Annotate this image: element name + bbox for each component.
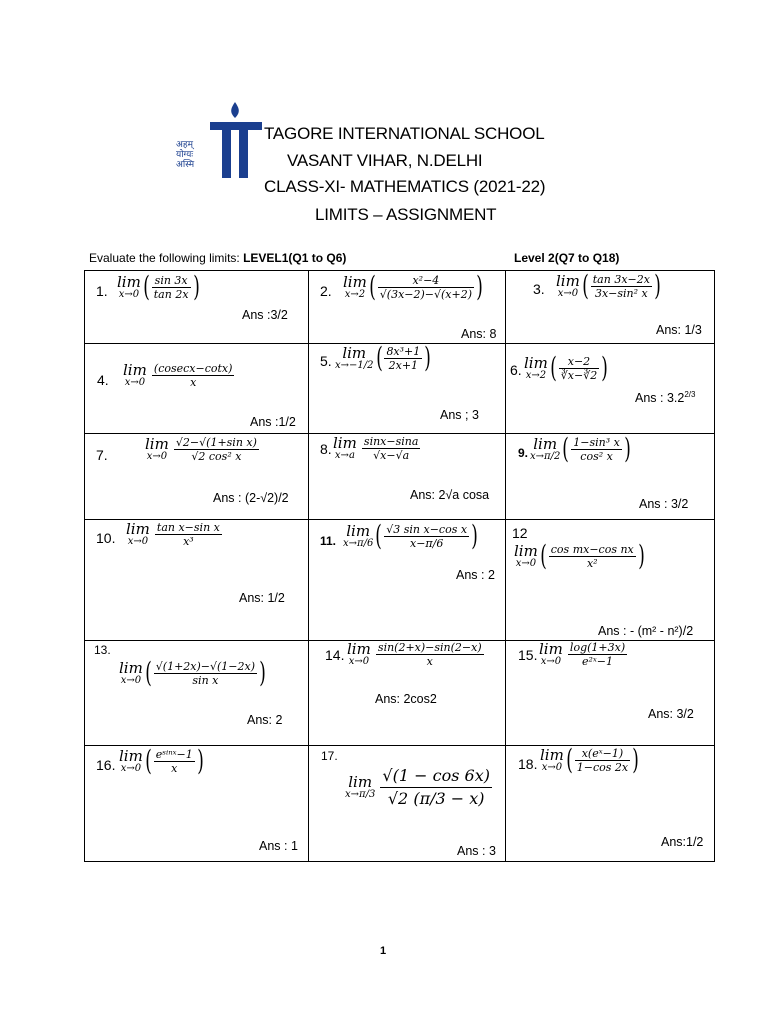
- question-number: 10.: [96, 530, 116, 546]
- question-cell: [506, 520, 715, 641]
- question-cell: [506, 743, 715, 862]
- limit-expression: lim x→0 ( $\frac{\text{x(eˣ−1)}}{1-\cos 2x}$ ): [540, 743, 639, 776]
- question-cell: [506, 434, 715, 520]
- question-cell: [309, 746, 506, 862]
- page-number: 1: [380, 945, 387, 957]
- logo-motto-line: अहम्: [176, 140, 194, 150]
- question-number: 16.: [96, 757, 116, 773]
- question-cell: [506, 344, 715, 434]
- level2-label: Level 2(Q7 to Q18): [514, 251, 620, 265]
- answer: Ans : (2-√2)/2: [213, 491, 289, 505]
- answer: Ans: 2cos2: [375, 692, 437, 706]
- answer: Ans:1/2: [661, 835, 704, 849]
- limit-expression: lim x→π/6 ( $\frac{\text{√3 sin x−cos x}}{x-\pi/6}$ ): [343, 519, 478, 552]
- answer: Ans: 2√a cosa: [410, 488, 490, 502]
- class-title: CLASS-XI- MATHEMATICS (2021-22): [264, 177, 546, 196]
- answer: Ans ; 3: [440, 408, 479, 422]
- limit-expression: lim x→0 ( $\frac{\text{cos mx−cos nx}}{\text{x²}}$ ): [514, 539, 645, 572]
- question-number: 14.: [325, 647, 345, 663]
- question-cell: [309, 520, 506, 641]
- question-number: 5.: [320, 353, 332, 369]
- answer: Ans : - (m² - n²)/2: [598, 624, 694, 638]
- question-cell: [85, 434, 309, 520]
- question-number: 11.: [320, 534, 337, 548]
- limit-expression: lim x→2 ( $\frac{x-2}{∛x-∛2}$ ): [524, 351, 608, 384]
- question-number: 7.: [96, 447, 108, 463]
- limit-expression: lim x→0 ( $\frac{√(1+2x)-√(1-2x)}{\text{sin x}}$ ): [119, 656, 266, 689]
- question-cell: [506, 641, 715, 746]
- limit-expression: lim x→a $\frac{\sin x-\sin a}{√x-√a}$: [333, 434, 419, 462]
- limit-expression: lim x→0 $\frac{\text{tan x−sin x}}{\text{x³}}$: [126, 520, 220, 548]
- limit-expression: lim x→0 ( $\frac{\tan 3x-2x}{\text{3x−sin² x}}$ ): [556, 269, 661, 302]
- question-number: 17.: [321, 749, 338, 763]
- limit-expression: lim x→0 $\frac{\log(1+3x)}{\text{e²ˣ−1}}$: [539, 640, 626, 668]
- instructions: [89, 251, 346, 265]
- question-number: 3.: [533, 281, 545, 297]
- question-number: 12: [512, 525, 528, 541]
- question-number: 1.: [96, 283, 108, 299]
- question-number: 15.: [518, 647, 538, 663]
- answer: Ans: 3/2: [648, 707, 694, 721]
- assignment-title: LIMITS – ASSIGNMENT: [315, 205, 497, 224]
- answer: Ans: 2: [247, 713, 283, 727]
- question-cell: [506, 271, 715, 344]
- answer: Ans : 1: [259, 839, 298, 853]
- answer: Ans: 1/3: [656, 323, 702, 337]
- limit-expression: lim x→0 $\frac{\text{√2−√(1+sin x)}}{\text{√2 cos² x}}$: [145, 435, 257, 463]
- question-number: 6.: [510, 362, 522, 378]
- logo-motto-line: योग्यः: [176, 150, 194, 160]
- school-name: TAGORE INTERNATIONAL SCHOOL: [264, 124, 545, 143]
- answer: Ans: 8: [461, 327, 497, 341]
- question-cell: [309, 271, 506, 344]
- instructions-text: Evaluate the following limits:: [89, 251, 244, 265]
- question-number: 8.: [320, 441, 332, 457]
- answer: Ans : $3.2^{2/3}$: [635, 390, 696, 406]
- limit-expression: lim x→2 ( $\frac{\text{x²−4}}{√(3x-2)-√(x+2)}$ ): [343, 270, 483, 303]
- question-cell: [85, 344, 309, 434]
- question-cell: [85, 271, 309, 344]
- answer: Ans : 3/2: [639, 497, 689, 511]
- limit-expression: lim x→0 $\frac{\sin(2+x)-\sin(2-x)}{x}$: [347, 640, 482, 668]
- questions-table: [84, 270, 715, 862]
- logo-motto: [176, 140, 194, 170]
- question-cell: [309, 341, 506, 434]
- limit-expression: lim x→0 ( $\frac{\text{eˢⁱⁿˣ−1}}{x}$ ): [119, 744, 204, 777]
- logo-motto-line: अस्मि: [176, 160, 195, 170]
- question-number: 9.: [518, 446, 529, 460]
- answer: Ans: 1/2: [239, 591, 285, 605]
- answer: Ans : 3: [457, 844, 496, 858]
- question-cell: [85, 641, 309, 746]
- school-address: VASANT VIHAR, N.DELHI: [287, 151, 483, 170]
- limit-expression: lim x→π/2 ( $\frac{\text{1−sin³ x}}{\text{cos² x}}$ ): [530, 432, 631, 465]
- limit-expression: lim x→0 ( $\frac{\sin 3x}{\tan 2x}$ ): [117, 270, 200, 303]
- question-cell: [85, 520, 309, 641]
- level1-label: LEVEL1(Q1 to Q6): [243, 251, 347, 265]
- question-number: 18.: [518, 756, 538, 772]
- limit-expression: lim x→π/3 $\frac{√(1 - \cos 6x)}{√2 (\pi/3 - x)}$: [345, 766, 490, 808]
- answer: Ans :1/2: [250, 415, 296, 429]
- question-number: 2.: [320, 283, 332, 299]
- limit-expression: lim x→−1/2 ( $\frac{\text{8x³+1}}{2x+1}$ ): [335, 341, 432, 374]
- answer: Ans :3/2: [242, 308, 288, 322]
- limit-expression: lim x→0 $\frac{(cosecx-\cot x)}{x}$: [123, 361, 233, 389]
- question-cell: [309, 434, 506, 520]
- question-number: 13.: [94, 643, 111, 657]
- question-cell: [85, 746, 309, 862]
- question-cell: [309, 641, 506, 746]
- question-number: 4.: [97, 372, 109, 388]
- answer: Ans : 2: [456, 568, 495, 582]
